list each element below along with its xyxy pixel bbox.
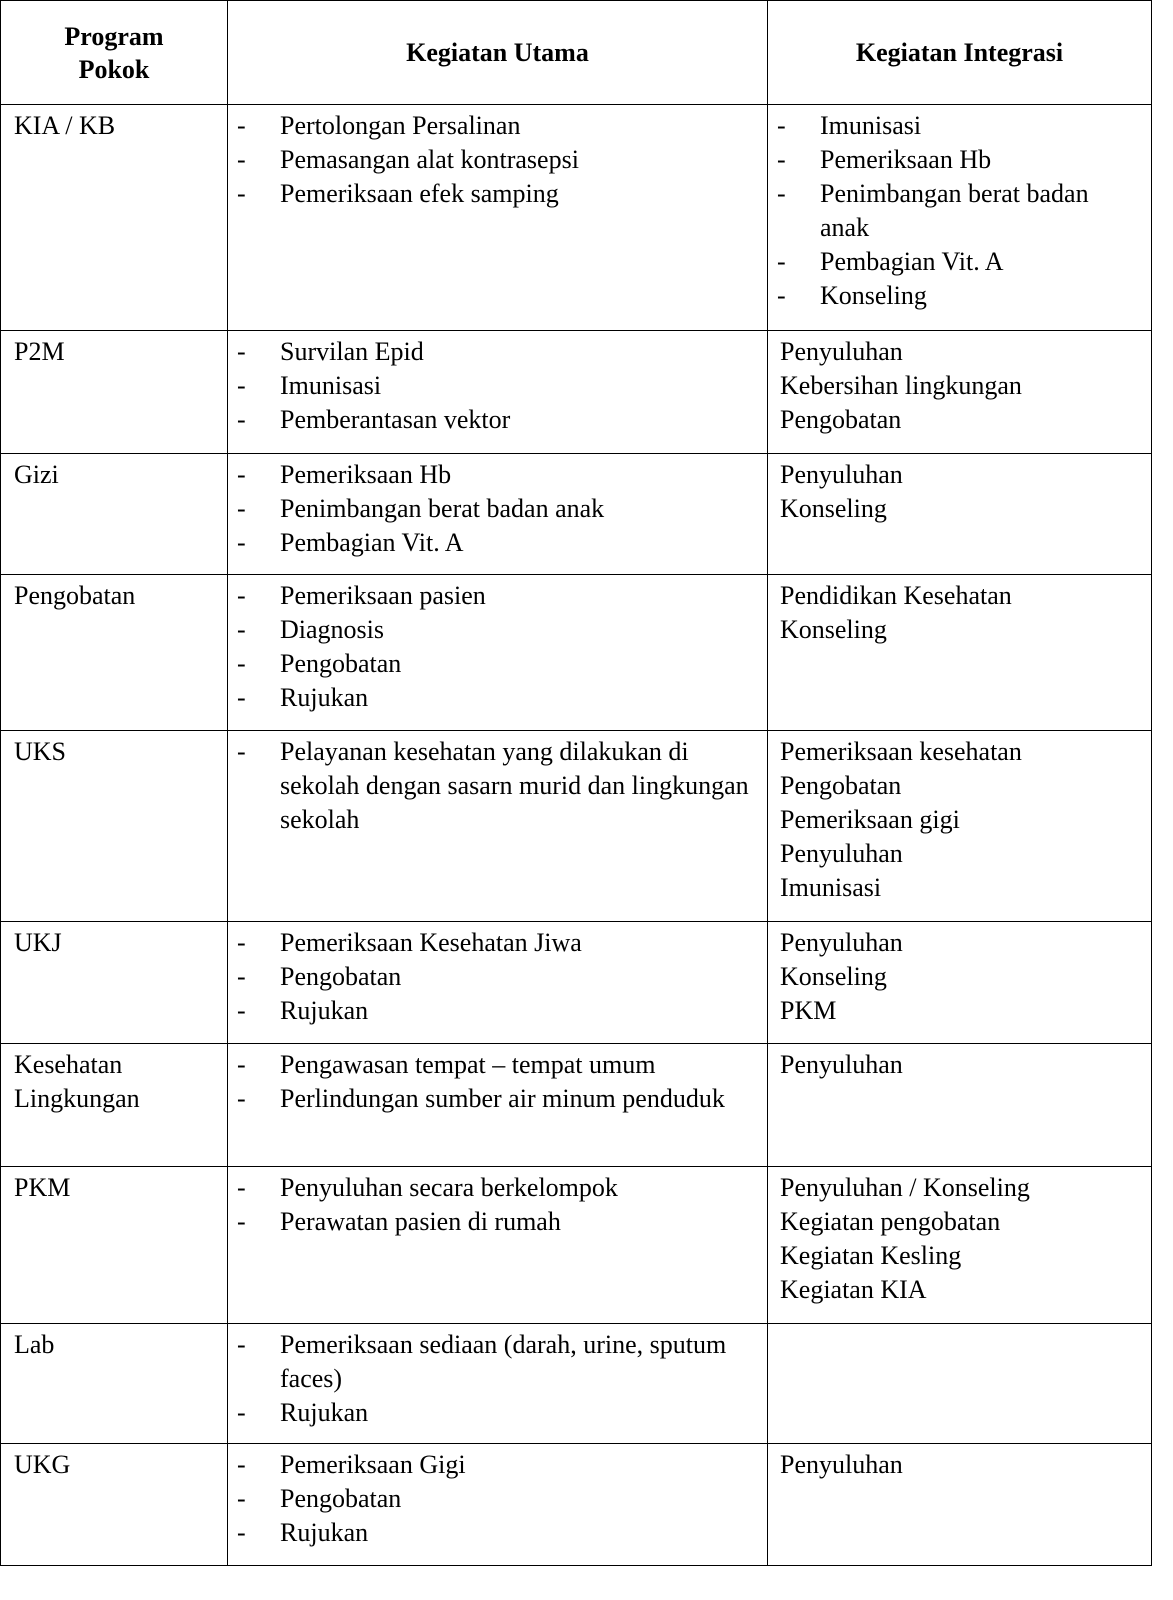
list-item <box>768 279 1151 313</box>
program-cell: UKJ <box>1 922 228 1044</box>
kegiatan-integrasi-cell <box>768 922 1152 1044</box>
list-item <box>228 1396 767 1430</box>
dash-bullet: - <box>237 1450 246 1479</box>
dash-bullet: - <box>237 494 246 523</box>
list-item <box>228 1482 767 1516</box>
dash-bullet: - <box>237 1484 246 1513</box>
dash-bullet: - <box>237 145 246 174</box>
dash-bullet: - <box>777 145 786 174</box>
item-text: Konseling <box>780 962 887 991</box>
header-kegiatan-integrasi: Kegiatan Integrasi <box>768 1 1152 105</box>
dash-bullet: - <box>237 460 246 489</box>
list-item <box>228 177 767 211</box>
dash-bullet: - <box>237 996 246 1025</box>
item-text: Pemeriksaan Gigi <box>280 1450 466 1479</box>
item-text: Pertolongan Persalinan <box>280 111 521 140</box>
item-text: Penimbangan berat badan anak <box>820 179 1089 242</box>
dash-bullet: - <box>237 111 246 140</box>
kegiatan-utama-cell <box>228 331 768 454</box>
kegiatan-utama-cell <box>228 1324 768 1444</box>
table-row <box>1 1044 1152 1167</box>
item-text: Diagnosis <box>280 615 384 644</box>
item-text: Konseling <box>780 615 887 644</box>
item-text: Rujukan <box>280 1398 369 1427</box>
kegiatan-utama-cell <box>228 1444 768 1566</box>
header-row <box>1 1 1152 105</box>
list-item <box>228 492 767 526</box>
list-item <box>228 579 767 613</box>
dash-bullet: - <box>237 1173 246 1202</box>
kegiatan-utama-cell <box>228 731 768 922</box>
item-text: Pengawasan tempat – tempat umum <box>280 1050 656 1079</box>
item-text: Pemeriksaan gigi <box>780 805 960 834</box>
kegiatan-integrasi-cell <box>768 575 1152 731</box>
dash-bullet: - <box>237 1330 246 1359</box>
program-cell: Gizi <box>1 454 228 575</box>
kegiatan-integrasi-cell <box>768 105 1152 331</box>
list-item <box>768 109 1151 143</box>
table-row <box>1 1167 1152 1324</box>
item-text: Penyuluhan <box>780 928 903 957</box>
list-item <box>228 735 767 837</box>
list-item <box>228 681 767 715</box>
item-text: Pembagian Vit. A <box>820 247 1004 276</box>
kegiatan-utama-cell <box>228 922 768 1044</box>
dash-bullet: - <box>237 1398 246 1427</box>
item-text: Pengobatan <box>280 962 402 991</box>
item-text: Penimbangan berat badan anak <box>280 494 605 523</box>
table-row <box>1 454 1152 575</box>
table-row <box>1 331 1152 454</box>
list-item <box>228 1328 767 1396</box>
dash-bullet: - <box>237 737 246 766</box>
table-row <box>1 922 1152 1044</box>
list-item <box>228 335 767 369</box>
list-item <box>228 526 767 560</box>
item-text: Penyuluhan <box>780 337 903 366</box>
kegiatan-integrasi-cell <box>768 1444 1152 1566</box>
item-text: Survilan Epid <box>280 337 424 366</box>
item-text: Penyuluhan <box>780 839 903 868</box>
list-item <box>228 1205 767 1239</box>
item-text: Perawatan pasien di rumah <box>280 1207 561 1236</box>
item-text: Pemeriksaan kesehatan <box>780 737 1022 766</box>
dash-bullet: - <box>237 1084 246 1113</box>
program-cell: Kesehatan Lingkungan <box>1 1044 228 1167</box>
table-row <box>1 731 1152 922</box>
header-program-pokok: Program Pokok <box>1 1 228 105</box>
program-cell: PKM <box>1 1167 228 1324</box>
table-row <box>1 1444 1152 1566</box>
item-text: Pembagian Vit. A <box>280 528 464 557</box>
dash-bullet: - <box>237 1207 246 1236</box>
dash-bullet: - <box>237 928 246 957</box>
dash-bullet: - <box>237 649 246 678</box>
list-item <box>228 1048 767 1082</box>
item-text: Pemeriksaan sediaan (darah, urine, sputum faces) <box>280 1330 727 1393</box>
table-row <box>1 575 1152 731</box>
item-text: Penyuluhan <box>780 460 903 489</box>
item-text: Imunisasi <box>820 111 922 140</box>
list-item <box>228 994 767 1028</box>
list-item <box>228 613 767 647</box>
item-text: PKM <box>780 996 837 1025</box>
item-text: Imunisasi <box>280 371 382 400</box>
item-text: Rujukan <box>280 683 369 712</box>
dash-bullet: - <box>777 179 786 208</box>
item-text: Pendidikan Kesehatan <box>780 581 1012 610</box>
dash-bullet: - <box>777 247 786 276</box>
item-text: Kebersihan lingkungan <box>780 371 1022 400</box>
program-cell: UKG <box>1 1444 228 1566</box>
list-item <box>768 177 1151 245</box>
item-text: Konseling <box>820 281 927 310</box>
dash-bullet: - <box>237 528 246 557</box>
table-row <box>1 1324 1152 1444</box>
list-item <box>228 1448 767 1482</box>
list-item <box>228 403 767 437</box>
item-text: Pemeriksaan pasien <box>280 581 486 610</box>
item-text: Pemeriksaan Hb <box>820 145 992 174</box>
item-text: Pemeriksaan Kesehatan Jiwa <box>280 928 582 957</box>
kegiatan-integrasi-cell <box>768 454 1152 575</box>
list-item <box>228 109 767 143</box>
program-cell: Lab <box>1 1324 228 1444</box>
item-text: Penyuluhan secara berkelompok <box>280 1173 618 1202</box>
dash-bullet: - <box>237 1050 246 1079</box>
item-text: Perlindungan sumber air minum penduduk <box>280 1084 725 1113</box>
item-text: Penyuluhan <box>780 1050 903 1079</box>
item-text: Pelayanan kesehatan yang dilakukan di sekolah dengan sasarn murid dan lingkungan sekolah <box>280 737 749 834</box>
dash-bullet: - <box>237 337 246 366</box>
item-text: Pemberantasan vektor <box>280 405 511 434</box>
kegiatan-integrasi-cell <box>768 1044 1152 1167</box>
list-item <box>228 143 767 177</box>
item-text: Kegiatan Kesling <box>780 1241 962 1270</box>
list-item <box>228 960 767 994</box>
dash-bullet: - <box>237 615 246 644</box>
list-item <box>228 1516 767 1550</box>
item-text: Penyuluhan <box>780 1450 903 1479</box>
kegiatan-utama-cell <box>228 1044 768 1167</box>
dash-bullet: - <box>777 281 786 310</box>
item-text: Pemeriksaan efek samping <box>280 179 559 208</box>
dash-bullet: - <box>237 962 246 991</box>
header-kegiatan-utama: Kegiatan Utama <box>228 1 768 105</box>
kegiatan-integrasi-cell <box>768 731 1152 922</box>
kegiatan-utama-cell <box>228 575 768 731</box>
dash-bullet: - <box>237 581 246 610</box>
kegiatan-integrasi-cell <box>768 1167 1152 1324</box>
item-text: Pengobatan <box>280 1484 402 1513</box>
list-item <box>768 143 1151 177</box>
item-text: Rujukan <box>280 1518 369 1547</box>
dash-bullet: - <box>237 1518 246 1547</box>
list-item <box>228 647 767 681</box>
kegiatan-utama-cell <box>228 454 768 575</box>
item-text: Pemasangan alat kontrasepsi <box>280 145 579 174</box>
dash-bullet: - <box>237 371 246 400</box>
kegiatan-utama-cell <box>228 105 768 331</box>
table-row <box>1 105 1152 331</box>
kegiatan-integrasi-cell <box>768 1324 1152 1444</box>
dash-bullet: - <box>777 111 786 140</box>
kegiatan-utama-cell <box>228 1167 768 1324</box>
item-text: Pengobatan <box>780 405 902 434</box>
kegiatan-integrasi-cell <box>768 331 1152 454</box>
program-cell: P2M <box>1 331 228 454</box>
program-cell: UKS <box>1 731 228 922</box>
list-item <box>228 369 767 403</box>
list-item <box>228 1171 767 1205</box>
item-text: Kegiatan KIA <box>780 1275 927 1304</box>
list-item <box>768 245 1151 279</box>
item-text: Penyuluhan / Konseling <box>780 1173 1030 1202</box>
item-text: Rujukan <box>280 996 369 1025</box>
program-cell: Pengobatan <box>1 575 228 731</box>
dash-bullet: - <box>237 179 246 208</box>
item-text: Pemeriksaan Hb <box>280 460 452 489</box>
item-text: Pengobatan <box>780 771 902 800</box>
program-cell: KIA / KB <box>1 105 228 331</box>
item-text: Pengobatan <box>280 649 402 678</box>
item-text: Konseling <box>780 494 887 523</box>
dash-bullet: - <box>237 683 246 712</box>
item-text: Kegiatan pengobatan <box>780 1207 1001 1236</box>
list-item <box>228 926 767 960</box>
dash-bullet: - <box>237 405 246 434</box>
list-item <box>228 458 767 492</box>
list-item <box>228 1082 767 1116</box>
item-text: Imunisasi <box>780 873 882 902</box>
